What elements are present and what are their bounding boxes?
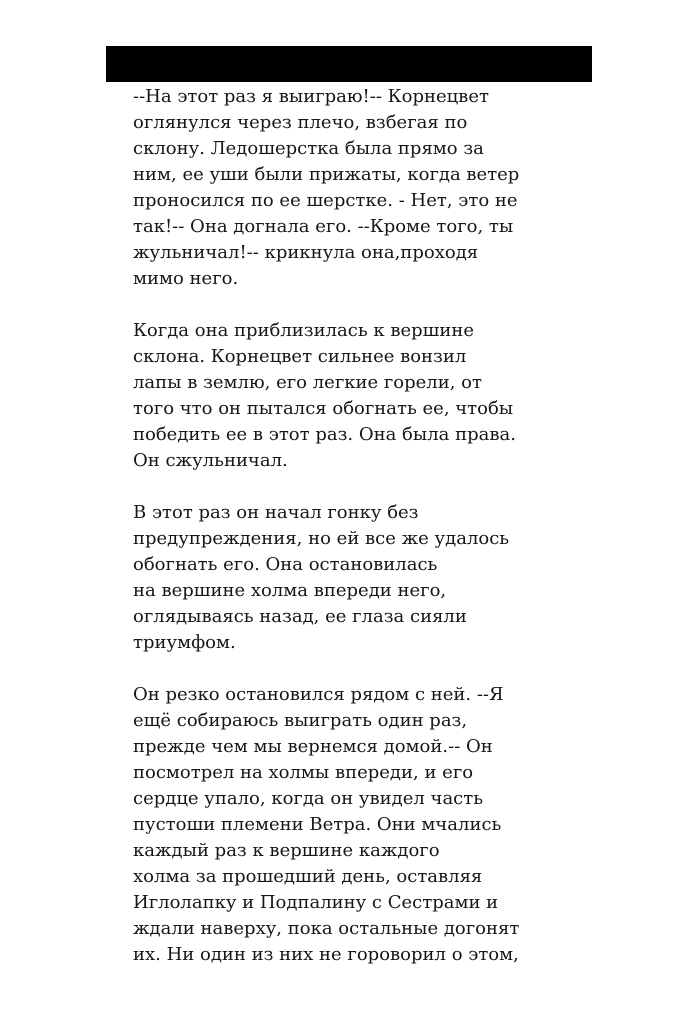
text-line: обогнать его. Она остановилась bbox=[133, 554, 438, 575]
text-line: каждый раз к вершине каждого bbox=[133, 840, 440, 861]
paragraph-2 bbox=[133, 318, 573, 474]
text-line: так!-- Она догнала его. --Кроме того, ты bbox=[133, 216, 514, 237]
story-text bbox=[133, 84, 573, 994]
text-line: предупреждения, но ей все же удалось bbox=[133, 528, 510, 549]
paragraph-4 bbox=[133, 682, 573, 968]
text-line: проносился по ее шерстке. - Нет, это не bbox=[133, 190, 518, 211]
text-line: триумфом. bbox=[133, 632, 236, 653]
paragraph-1 bbox=[133, 84, 573, 292]
text-line: В этот раз он начал гонку без bbox=[133, 502, 419, 523]
text-line: лапы в землю, его легкие горели, от bbox=[133, 372, 482, 393]
text-line: ещё собираюсь выиграть один раз, bbox=[133, 710, 468, 731]
redaction-bar bbox=[106, 46, 592, 82]
text-line: оглядываясь назад, ее глаза сияли bbox=[133, 606, 467, 627]
paragraph-3 bbox=[133, 500, 573, 656]
text-line: прежде чем мы вернемся домой.-- Он bbox=[133, 736, 493, 757]
text-line: Когда она приблизилась к вершине bbox=[133, 320, 475, 341]
text-line: склона. Корнецвет сильнее вонзил bbox=[133, 346, 467, 367]
text-line: того что он пытался обогнать ее, чтобы bbox=[133, 398, 514, 419]
text-line: сердце упало, когда он увидел часть bbox=[133, 788, 484, 809]
text-line: на вершине холма впереди него, bbox=[133, 580, 447, 601]
text-line: посмотрел на холмы впереди, и его bbox=[133, 762, 474, 783]
text-line: Иглолапку и Подпалину с Сестрами и bbox=[133, 892, 499, 913]
text-line: Он резко остановился рядом с ней. --Я bbox=[133, 684, 504, 705]
text-line: Он сжульничал. bbox=[133, 450, 288, 471]
text-line: жульничал!-- крикнула она,проходя bbox=[133, 242, 479, 263]
text-line: ним, ее уши были прижаты, когда ветер bbox=[133, 164, 520, 185]
text-line: оглянулся через плечо, взбегая по bbox=[133, 112, 468, 133]
text-line: победить ее в этот раз. Она была права. bbox=[133, 424, 516, 445]
text-line: ждали наверху, пока остальные догонят bbox=[133, 918, 520, 939]
text-line: их. Ни один из них не гороворил о этом, bbox=[133, 944, 519, 965]
text-line: --На этот раз я выиграю!-- Корнецвет bbox=[133, 86, 489, 107]
text-line: холма за прошедший день, оставляя bbox=[133, 866, 483, 887]
text-line: пустоши племени Ветра. Они мчались bbox=[133, 814, 502, 835]
text-line: склону. Ледошерстка была прямо за bbox=[133, 138, 484, 159]
text-line: мимо него. bbox=[133, 268, 239, 289]
